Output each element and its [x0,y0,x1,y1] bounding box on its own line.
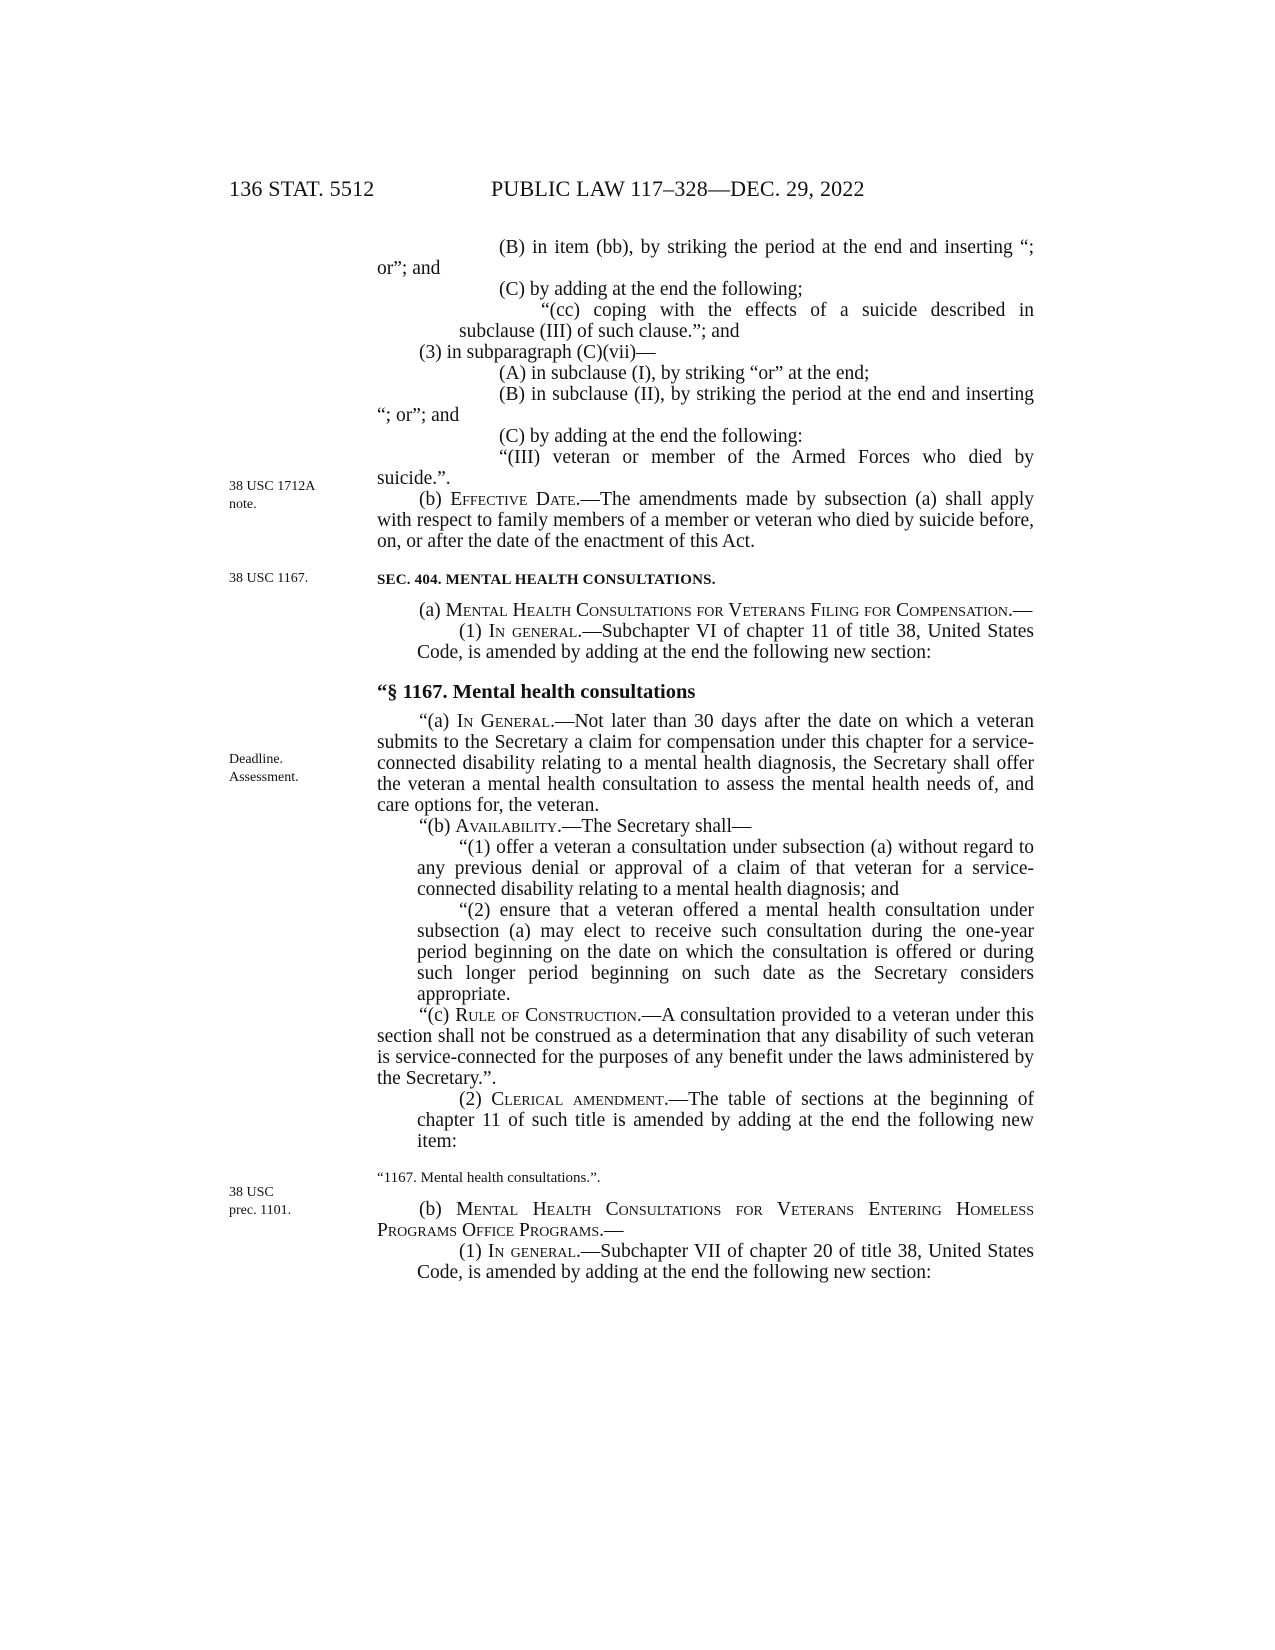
new-section-subsection-c: “(c) Rule of Construction.—A consultation provided to a veteran under this section shall not be construed as a determination that any disability of such veteran is service-connected for the purposes of any benefit under the laws administered by the Secretary.”. [377,1005,1034,1089]
paragraph: “(III) veteran or member of the Armed Forces who died by suicide.”. [377,447,1034,489]
paragraph: “(1) offer a veteran a consultation under subsection (a) without regard to any previous denial or approval of a claim of that veteran for a service-connected disability relating to a mental health diagnosis; and [417,837,1034,900]
paragraph: (B) in item (bb), by striking the period at the end and inserting “; or”; and [377,237,1034,279]
margin-note-usc-1712a [229,478,315,514]
margin-note-line: note. [229,497,257,512]
paragraph: “(cc) coping with the effects of a suicide described in subclause (III) of such clause.”; and [459,300,1034,342]
subsection-b-homeless: (b) Mental Health Consultations for Veterans Entering Homeless Programs Office Programs.— [377,1199,1034,1241]
document-body [377,237,1034,1283]
paragraph-b1: (1) In general.—Subchapter VII of chapter 20 of title 38, United States Code, is amended by adding at the end the following new section: [417,1241,1034,1283]
margin-note-line: 38 USC [229,1185,274,1200]
table-of-sections-item: “1167. Mental health consultations.”. [377,1170,601,1186]
paragraph: (B) in subclause (II), by striking the period at the end and inserting “; or”; and [377,384,1034,426]
paragraph-a2: (2) Clerical amendment.—The table of sections at the beginning of chapter 11 of such title is amended by adding at the end the following new item: [417,1089,1034,1152]
subsection-heading: Mental Health Consultations for Veterans Filing for Compensation [445,600,1008,621]
paragraph: (A) in subclause (I), by striking “or” at the end; [499,363,870,384]
margin-note-line: prec. 1101. [229,1203,292,1218]
paragraph-heading: In general [487,1241,576,1262]
page-stat-citation: 136 STAT. 5512 [229,176,375,201]
new-section-subsection-a: “(a) In General.—Not later than 30 days after the date on which a veteran submits to the Secretary a claim for compensation under this chapter for a service-connected disability relating to a mental health diagnosis, the Secretary shall offer the veteran a mental health consultation to assess the mental health needs of, and care options for, the veteran. [377,711,1034,816]
subsection-b-effective-date: (b) Effective Date.—The amendments made by subsection (a) shall apply with respect to family members of a member or veteran who died by suicide before, on, or after the date of the enactment of this Act. [377,489,1034,552]
paragraph-heading: In general [488,621,578,642]
subsection-heading: Effective Date [450,489,576,510]
margin-note-line: Assessment. [229,770,299,785]
subsection-heading: In General [456,711,551,732]
new-section-title: “§ 1167. Mental health consultations [377,681,696,703]
margin-note-line: 38 USC 1167. [229,571,309,586]
paragraph-heading: Clerical amendment [491,1089,664,1110]
new-section-subsection-b: “(b) Availability.—The Secretary shall— [419,816,752,837]
section-heading: SEC. 404. MENTAL HEALTH CONSULTATIONS. [377,572,716,588]
paragraph: (C) by adding at the end the following: [499,426,803,447]
subsection-a: (a) Mental Health Consultations for Veterans Filing for Compensation.— [419,600,1033,621]
page-running-head: PUBLIC LAW 117–328—DEC. 29, 2022 [491,176,865,201]
paragraph: (C) by adding at the end the following; [499,279,803,300]
margin-note-prec-1101 [229,1184,291,1220]
margin-note-deadline [229,751,299,787]
margin-note-usc-1167 [229,570,308,588]
subsection-heading: Availability [455,816,557,837]
paragraph: “(2) ensure that a veteran offered a mental health consultation under subsection (a) may elect to receive such consultation during the one-year period beginning on the date on which the consultation is offered or during such longer period beginning on such date as the Secretary considers appropriate. [417,900,1034,1005]
paragraph: (3) in subparagraph (C)(vii)— [419,342,656,363]
subsection-heading: Mental Health Consultations for Veterans Entering Homeless Programs Office Programs [377,1199,1034,1241]
paragraph-a1: (1) In general.—Subchapter VI of chapter 11 of title 38, United States Code, is amended by adding at the end the following new section: [417,621,1034,663]
margin-note-line: 38 USC 1712A [229,479,316,494]
margin-note-line: Deadline. [229,752,284,767]
subsection-heading: Rule of Construction [455,1005,637,1026]
